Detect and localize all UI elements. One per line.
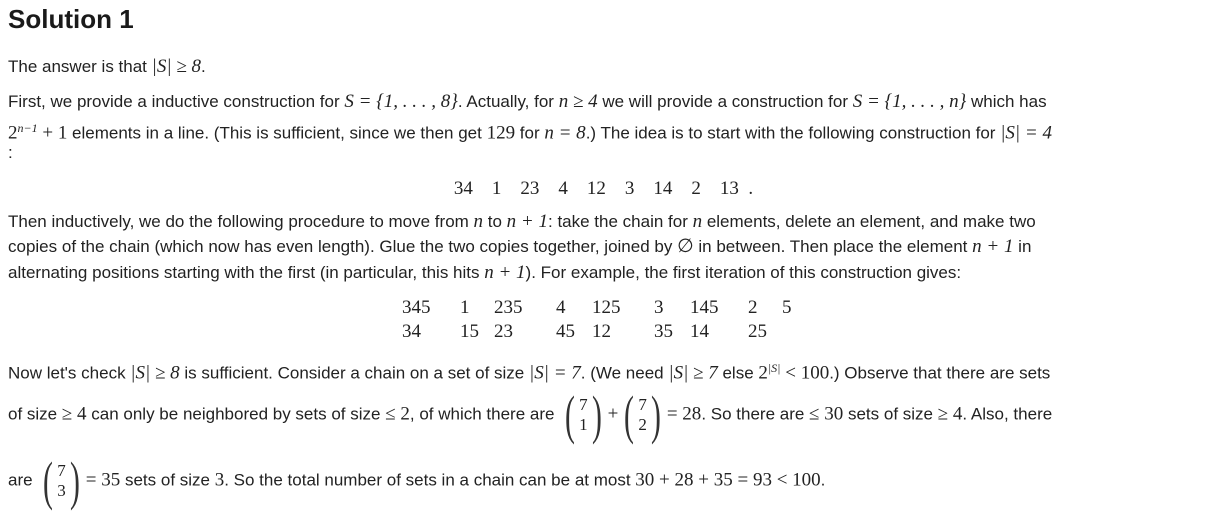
grid-cell: 35 [654,321,673,342]
grid-cell: 125 [592,297,621,318]
text: , of which there are [409,404,560,424]
math: ≤ 30 [809,403,844,425]
text: The answer is that [8,57,152,76]
text: Then inductively, we do the following procedure to move from [8,212,474,231]
text: copies of the chain (which now has even length). Glue the two copies together, joined by [8,237,678,256]
chain-period: . [748,178,754,199]
text: .) The idea is to start with the following construction for [585,123,1001,143]
binomial: ( 7 2 ) [624,385,661,445]
text: . [820,470,826,490]
chain-set: 4 [558,178,568,199]
math: n [473,211,484,232]
solution-heading: Solution 1 [8,4,134,34]
chain-grid [402,296,816,344]
paragraph-line [8,90,1047,114]
grid-cell: 5 [782,297,792,318]
text: to [483,212,507,231]
grid-cell: 145 [690,297,719,318]
math: ∅ [677,236,694,257]
chain-set: 3 [624,178,635,199]
chain-set: 12 [586,178,606,199]
binomial: ( 7 3 ) [43,451,80,511]
text: can only be neighbored by sets of size [86,404,386,424]
grid-cell: 4 [556,297,566,318]
math: n = 8 [544,122,586,144]
paragraph-line [8,356,1050,386]
text: : [8,143,13,162]
text: elements, delete an element, and make two [702,212,1036,231]
chain-set: 23 [520,178,540,199]
grid-cell: 14 [690,321,709,342]
chain-example [0,177,1211,201]
grid-cell: 45 [556,321,575,342]
math-superscript: |S| [767,361,781,375]
math: < 100 [780,362,830,384]
text: in between. Then place the element [693,237,973,256]
binom-top: 7 [638,395,647,414]
math: |S| ≥ 8 [151,56,201,77]
text: . [201,57,206,76]
text: First, we provide a inductive construction for [8,92,345,111]
text: are [8,470,38,490]
binom-bottom: 3 [57,481,66,500]
math: |S| = 7 [529,362,581,384]
grid-cell: 345 [402,297,431,318]
paragraph-line [8,451,826,511]
chain-set: 34 [453,178,473,199]
math: + [607,403,619,425]
math: n ≥ 4 [558,91,598,112]
text: ). For example, the first iteration of this construction gives: [525,263,962,282]
grid-row [402,296,816,320]
text: . So the total number of sets in a chain can be at most [224,470,636,490]
grid-cell [782,320,816,344]
math: n + 1 [972,236,1014,257]
math: = 35 [85,469,121,491]
math: 2 [758,362,768,384]
math: + 1 [37,122,68,144]
grid-cell: 3 [654,297,664,318]
text: . (We need [580,363,669,383]
math-superscript: n−1 [17,121,38,135]
math: ≤ 2 [385,403,410,425]
paragraph-line [8,385,1053,445]
text: is sufficient. Consider a chain on a set of size [179,363,529,383]
text: else [717,363,759,383]
math: |S| ≥ 8 [130,362,180,384]
math: n + 1 [506,211,548,232]
grid-cell: 2 [748,297,758,318]
text: . Also, there [962,404,1053,424]
math: |S| ≥ 7 [668,362,718,384]
text: we will provide a construction for [597,92,853,111]
paragraph-line [8,261,961,285]
math: 129 [486,122,516,144]
binom-top: 7 [57,461,66,480]
text: of size [8,404,62,424]
binom-bottom: 2 [638,415,647,434]
math: |S| = 4 [1000,122,1052,144]
grid-cell: 25 [748,321,767,342]
text: Now let's check [8,363,131,383]
text: : take the chain for [548,212,693,231]
text: sets of size [843,404,938,424]
text: elements in a line. (This is sufficient, since we then get [67,123,487,143]
binom-bottom: 1 [579,415,588,434]
grid-row [402,320,816,344]
math: S = {1, . . . , n} [852,91,967,112]
binom-top: 7 [579,395,588,414]
text: .) Observe that there are sets [829,363,1051,383]
text: for [515,123,545,143]
math: 30 + 28 + 35 = 93 < 100 [635,469,821,491]
paragraph-line [8,235,1031,259]
answer-line [8,55,206,79]
chain-set: 2 [691,178,701,199]
grid-cell: 12 [592,321,611,342]
math: ≥ 4 [937,403,963,425]
math: ≥ 4 [61,403,87,425]
text: . So there are [701,404,810,424]
math: S = {1, . . . , 8} [344,91,458,112]
grid-cell: 15 [460,321,479,342]
chain-set: 14 [653,178,673,199]
chain-set: 13 [719,178,739,199]
math: 3 [214,469,225,491]
math: n [692,211,703,232]
grid-cell: 34 [402,321,421,342]
chain-set: 1 [491,178,502,199]
text: sets of size [120,470,215,490]
text: . Actually, for [457,92,559,111]
grid-cell: 23 [494,321,513,342]
binomial: ( 7 1 ) [565,385,602,445]
text: which has [966,92,1047,111]
paragraph-line [8,141,13,165]
grid-cell: 235 [494,297,523,318]
paragraph-line [8,210,1036,234]
text: alternating positions starting with the first (in particular, this hits [8,263,485,282]
paragraph-line [8,116,1052,146]
math: 2 [8,122,18,144]
grid-cell: 1 [460,297,470,318]
text: in [1013,237,1032,256]
math: = 28 [666,403,702,425]
math: n + 1 [484,262,526,283]
